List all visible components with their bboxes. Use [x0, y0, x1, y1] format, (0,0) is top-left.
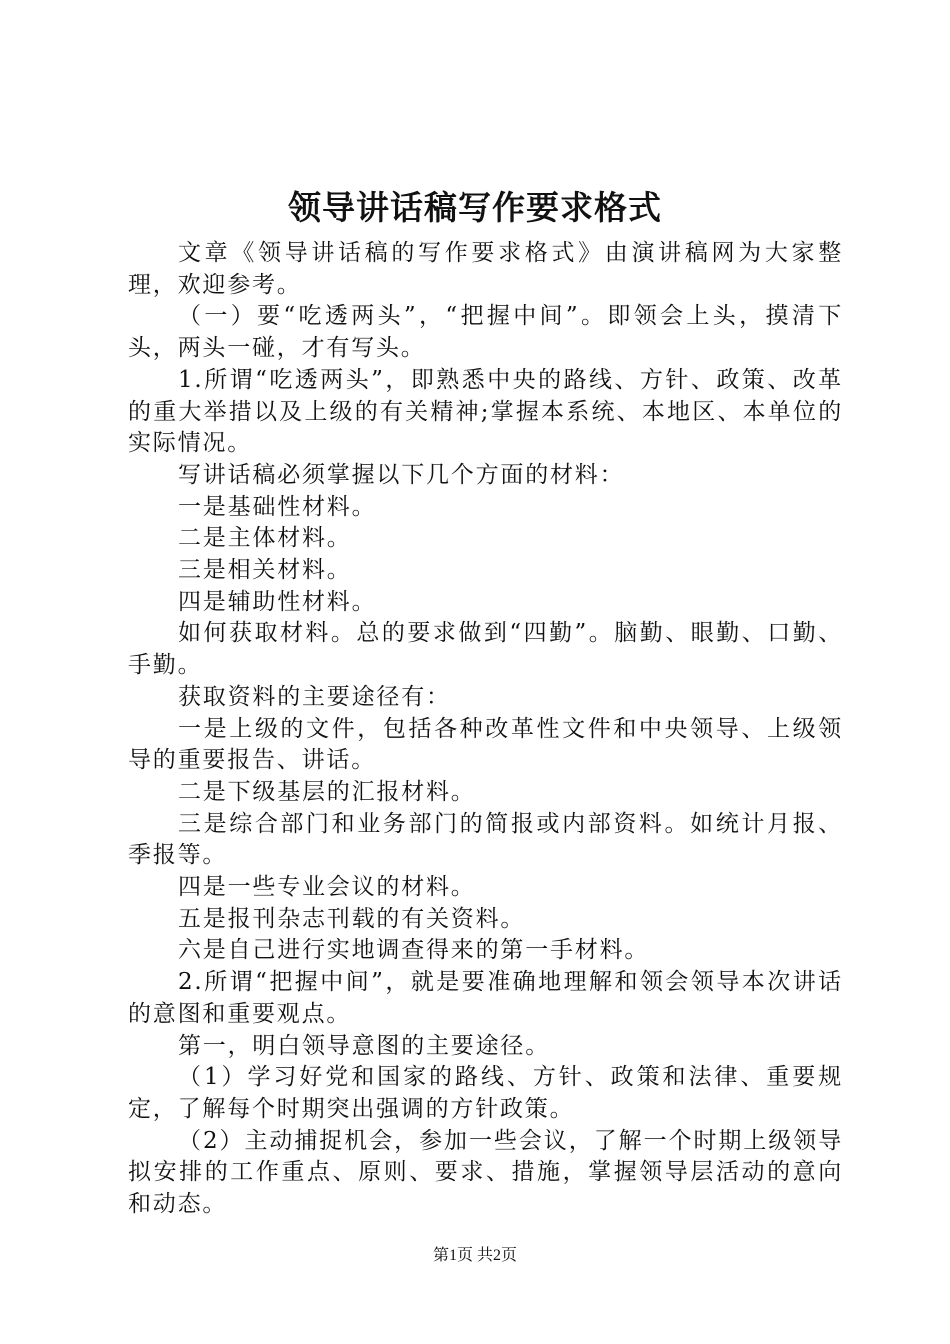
page-number-footer: 第1页 共2页: [432, 1247, 517, 1264]
paragraph-item-2: （2）主动捕捉机会，参加一些会议，了解一个时期上级领导拟安排的工作重点、原则、要求、措施，掌握领导层活动的意向和动态。: [128, 1127, 843, 1218]
paragraph-material-3: 三是相关材料。: [178, 557, 352, 584]
paragraph-channel-6: 六是自己进行实地调查得来的第一手材料。: [178, 937, 650, 964]
paragraph-channel-1: 一是上级的文件，包括各种改革性文件和中央领导、上级领导的重要报告、讲话。: [128, 715, 843, 774]
paragraph-material-2: 二是主体材料。: [178, 525, 352, 552]
paragraph-channel-3: 三是综合部门和业务部门的简报或内部资料。如统计月报、季报等。: [128, 810, 843, 869]
paragraph-first-intent: 第一，明白领导意图的主要途径。: [178, 1032, 550, 1059]
document-title: 领导讲话稿写作要求格式: [288, 188, 662, 227]
paragraph-four-diligences: 如何获取材料。总的要求做到“四勤”。脑勤、眼勤、口勤、手勤。: [128, 620, 843, 679]
paragraph-channel-2: 二是下级基层的汇报材料。: [178, 778, 476, 805]
paragraph-channels-intro: 获取资料的主要途径有：: [178, 683, 451, 710]
paragraph-point-one: 1.所谓“吃透两头”，即熟悉中央的路线、方针、政策、改革的重大举措以及上级的有关精神;掌握本系统、本地区、本单位的实际情况。: [128, 366, 843, 457]
paragraph-material-1: 一是基础性材料。: [178, 493, 377, 520]
paragraph-materials-intro: 写讲话稿必须掌握以下几个方面的材料：: [178, 461, 625, 488]
paragraph-point-two: 2.所谓“把握中间”，就是要准确地理解和领会领导本次讲话的意图和重要观点。: [128, 969, 843, 1027]
paragraph-section-one: （一）要“吃透两头”，“把握中间”。即领会上头，摸清下头，两头一碰，才有写头。: [128, 303, 843, 362]
paragraph-channel-5: 五是报刊杂志刊载的有关资料。: [178, 905, 526, 932]
document-body: [128, 238, 843, 1221]
paragraph-material-4: 四是辅助性材料。: [178, 588, 377, 615]
paragraph-intro: 文章《领导讲话稿的写作要求格式》由演讲稿网为大家整理，欢迎参考。: [128, 240, 843, 298]
paragraph-item-1: （1）学习好党和国家的路线、方针、政策和法律、重要规定，了解每个时期突出强调的方针政策。: [128, 1064, 843, 1122]
paragraph-channel-4: 四是一些专业会议的材料。: [178, 874, 476, 901]
